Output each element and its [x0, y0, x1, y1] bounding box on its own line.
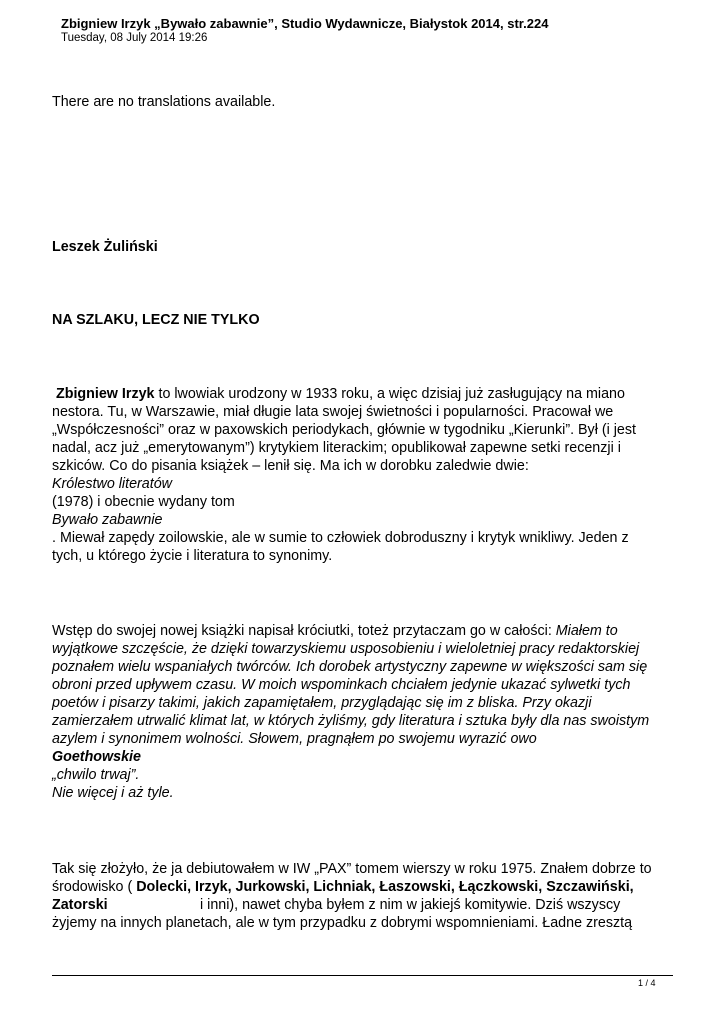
quote-line: Goethowskie: [52, 749, 141, 765]
paragraph-line: Tak się złożyło, że ja debiutowałem w IW „PAX” tomem wierszy w roku 1975. Znałem dobrze to: [52, 861, 652, 877]
book-title: Bywało zabawnie: [52, 512, 163, 528]
translations-notice: There are no translations available.: [52, 94, 276, 110]
paragraph-line: nestora. Tu, w Warszawie, miał długie lata swojej świetności i popularności. Pracował we: [52, 404, 614, 420]
quote-line: poznałem wielu wspaniałych twórców. Ich dorobek artystyczny zapewne w większości sam się: [52, 659, 648, 675]
names-list: Zatorski: [52, 897, 108, 913]
page-number: 1 / 4: [638, 978, 656, 988]
paragraph-line: (1978) i obecnie wydany tom: [52, 494, 235, 510]
quote-line: „chwilo trwaj”.: [52, 767, 140, 783]
names-list: Dolecki, Irzyk, Jurkowski, Lichniak, Łaszowski, Łączkowski, Szczawiński,: [136, 879, 634, 895]
author-name: Leszek Żuliński: [52, 239, 158, 255]
book-title: Królestwo literatów: [52, 476, 172, 492]
article-title: NA SZLAKU, LECZ NIE TYLKO: [52, 312, 260, 328]
paragraph-line: tych, u którego życie i literatura to synonimy.: [52, 548, 333, 564]
footer-divider: [52, 975, 673, 976]
document-header-date: Tuesday, 08 July 2014 19:26: [61, 32, 208, 44]
paragraph-3: [52, 860, 687, 932]
paragraph-line: Zatorski i inni), nawet chyba byłem z nim w jakiejś komitywie. Dziś wszyscy: [52, 897, 621, 913]
quote-line: obroni przed upływem czasu. W moich wspominkach chciałem jedynie ukazać sylwetki tych: [52, 677, 631, 693]
quote-line: azylem i synonimem wolności. Słowem, pragnąłem po swojemu wyrazić owo: [52, 731, 537, 747]
quote-text: Miałem to: [555, 623, 618, 639]
paragraph-line: Zbigniew Irzyk to lwowiak urodzony w 1933 roku, a więc dzisiaj już zasługujący na miano: [55, 386, 625, 402]
paragraph-line: szkiców. Co do pisania książek – lenił się. Ma ich w dorobku zaledwie dwie:: [52, 458, 529, 474]
paragraph-line: żyjemy na innych planetach, ale w tym przypadku z dobrymi wspomnieniami. Ładne zresztą: [52, 915, 633, 931]
paragraph-line: . Miewał zapędy zoilowskie, ale w sumie to człowiek dobroduszny i krytyk wnikliwy. Jeden z: [52, 530, 629, 546]
paragraph-line: nadal, acz już „emerytowanym”) krytykiem literackim; opublikował zapewne setki recenzji i: [52, 440, 621, 456]
paragraph-2: [52, 622, 687, 802]
paragraph-line: środowisko ( Dolecki, Irzyk, Jurkowski, Lichniak, Łaszowski, Łączkowski, Szczawiński,: [52, 879, 634, 895]
paragraph-1: [52, 385, 687, 565]
quote-line: Nie więcej i aż tyle.: [52, 785, 174, 801]
subject-name: Zbigniew Irzyk: [55, 386, 155, 402]
quote-line: poetów i pisarzy takimi, jakich zapamiętałem, przyglądając się im z bliska. Przy okazji: [52, 695, 592, 711]
paragraph-line: „Współczesności” oraz w paxowskich periodykach, głównie w tygodniku „Kierunki”. Był (i jest: [52, 422, 637, 438]
document-header-title: Zbigniew Irzyk „Bywało zabawnie”, Studio Wydawnicze, Białystok 2014, str.224: [61, 16, 549, 31]
quote-line: wyjątkowe szczęście, że dzięki towarzyskiemu usposobieniu i wieloletniej pracy redaktorskiej: [52, 641, 640, 657]
paragraph-line: Wstęp do swojej nowej książki napisał króciutki, toteż przytaczam go w całości: Miałem to: [52, 623, 618, 639]
quote-line: zamierzałem utrwalić klimat lat, w których żyliśmy, gdy literatura i sztuka były dla nas swoistym: [52, 713, 650, 729]
